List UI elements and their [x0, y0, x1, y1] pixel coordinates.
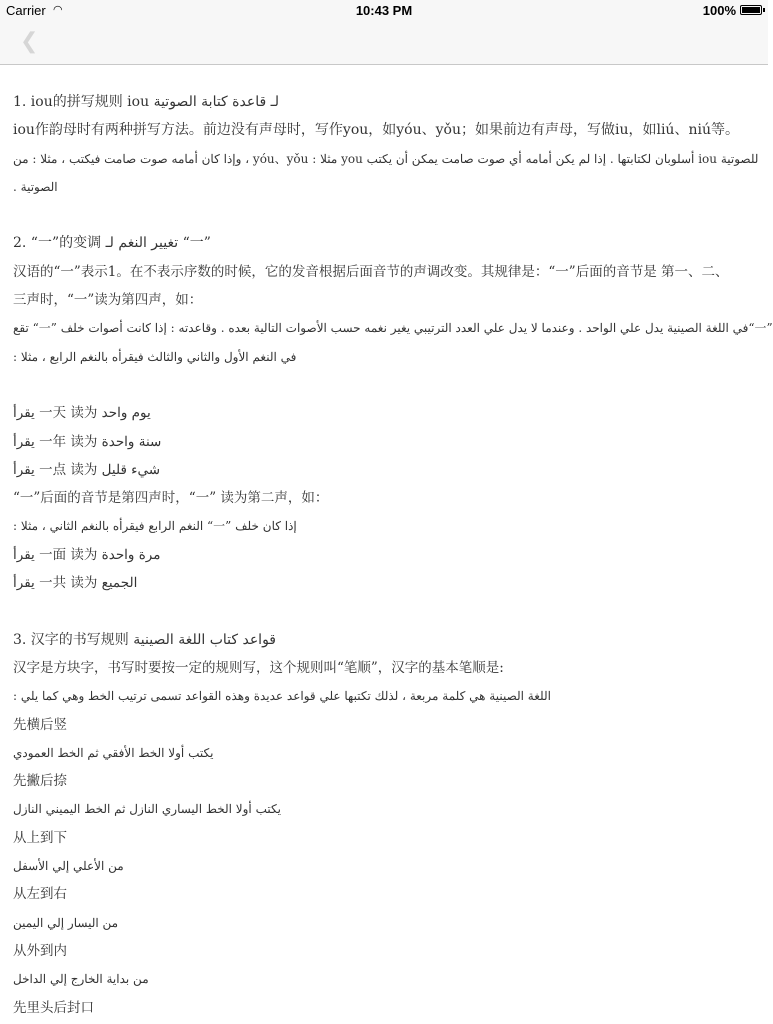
- section-1-arabic-text-line-2: . الصوتية: [13, 179, 58, 194]
- battery-tip-icon: [763, 8, 765, 12]
- carrier-label: Carrier: [6, 3, 46, 18]
- rule-5-chinese: 从外到内: [13, 942, 67, 959]
- section-1-chinese-text: iou作韵母时有两种拼写方法。前边没有声母时，写作you，如yóu、yǒu；如果前边有声母，写做iu，如liú、niú等。: [13, 122, 739, 139]
- section-2-chinese-text-line-3: “一”后面的音节是第四声时，“一” 读为第二声，如：: [13, 490, 329, 507]
- rule-1-arabic: يكتب أولا الخط الأفقي ثم الخط العمودي: [13, 745, 214, 760]
- section-3-chinese-text: 汉字是方块字，书写时要按一定的规则写，这个规则叫“笔顺”，汉字的基本笔顺是:: [13, 659, 504, 676]
- example-2: يقرأ 一年 读为 سنة واحدة: [13, 433, 162, 450]
- rule-2-arabic: يكتب أولا الخط اليساري النازل ثم الخط اليميني النازل: [13, 802, 281, 817]
- rule-3-chinese: 从上到下: [13, 829, 67, 846]
- rule-4-arabic: من اليسار إلي اليمين: [13, 915, 119, 930]
- rule-2-chinese: 先撇后捺: [13, 773, 67, 790]
- section-2-arabic-text-line-2: : في النغم الأول والثاني والثالث فيقرأه بالنغم الرابع ، مثلا: [13, 349, 297, 364]
- battery-percent: 100%: [702, 3, 736, 18]
- status-bar: [0, 0, 768, 20]
- section-2-title: 2. “一”的变调 تغيير النغم لـ “一”: [13, 235, 211, 252]
- chevron-left-icon[interactable]: ❮: [20, 29, 39, 54]
- example-5: يقرأ 一共 读为 الجميع: [13, 575, 138, 592]
- rule-3-arabic: من الأعلي إلي الأسفل: [13, 859, 124, 874]
- section-2-chinese-text-line-1: 汉语的“一”表示1。在不表示序数的时候，它的发音根据后面音节的声调改变。其规律是：“一”后面的音节是 第一、二、: [13, 263, 729, 280]
- section-2-arabic-text-line-1: تقع “一” في اللغة الصينية يدل علي الواحد . وعندما لا يدل علي العدد الترتيبي يغير نغمه حسب الأصوات التالية بعده . وقاعدته : إذا كانت أصوات خلف“一”: [13, 321, 773, 336]
- clock: 10:43 PM: [355, 3, 413, 18]
- rule-1-chinese: 先横后竖: [13, 716, 67, 733]
- section-2-arabic-text-line-3: : النغم الرابع فيقرأه بالنغم الثاني ، مثلا “一” إذا كان خلف: [13, 519, 297, 534]
- section-1-arabic-text-line-1: وإذا كان أمامه صوت صامت فيكتب ، مثلا : من ، yóu、yǒu : مثلا you أسلوبان لكتابتها . إذا لم يكن أمامه أي صوت صامت يمكن أن يكتب iou للصوتية: [13, 151, 759, 166]
- section-2-chinese-text-line-2: 三声时，“一”读为第四声，如：: [13, 292, 203, 309]
- example-4: يقرأ 一面 读为 مرة واحدة: [13, 546, 161, 563]
- section-3-arabic-text: : اللغة الصينية هي كلمة مربعة ، لذلك تكتبها علي قواعد عديدة وهذه القواعد تسمى ترتيب الخط وهي كما يلي: [13, 689, 551, 704]
- rule-4-chinese: 从左到右: [13, 886, 67, 903]
- example-3: يقرأ 一点 读为 شيء قليل: [13, 461, 161, 478]
- section-3-title: 3. 汉字的书写规则 قواعد كتاب اللغة الصينية: [13, 631, 276, 648]
- rule-5-arabic: من بداية الخارج إلي الداخل: [13, 972, 149, 987]
- wifi-icon: ◠: [53, 4, 63, 16]
- example-1: يقرأ 一天 读为 يوم واحد: [13, 405, 151, 422]
- lesson-content: [13, 88, 773, 1022]
- battery-icon: [740, 5, 762, 15]
- rule-6-chinese: 先里头后封口: [13, 999, 94, 1016]
- section-1-title: 1. iou的拼写规则 iou لـ قاعدة كتابة الصوتية: [13, 94, 279, 110]
- navigation-bar: [0, 20, 768, 65]
